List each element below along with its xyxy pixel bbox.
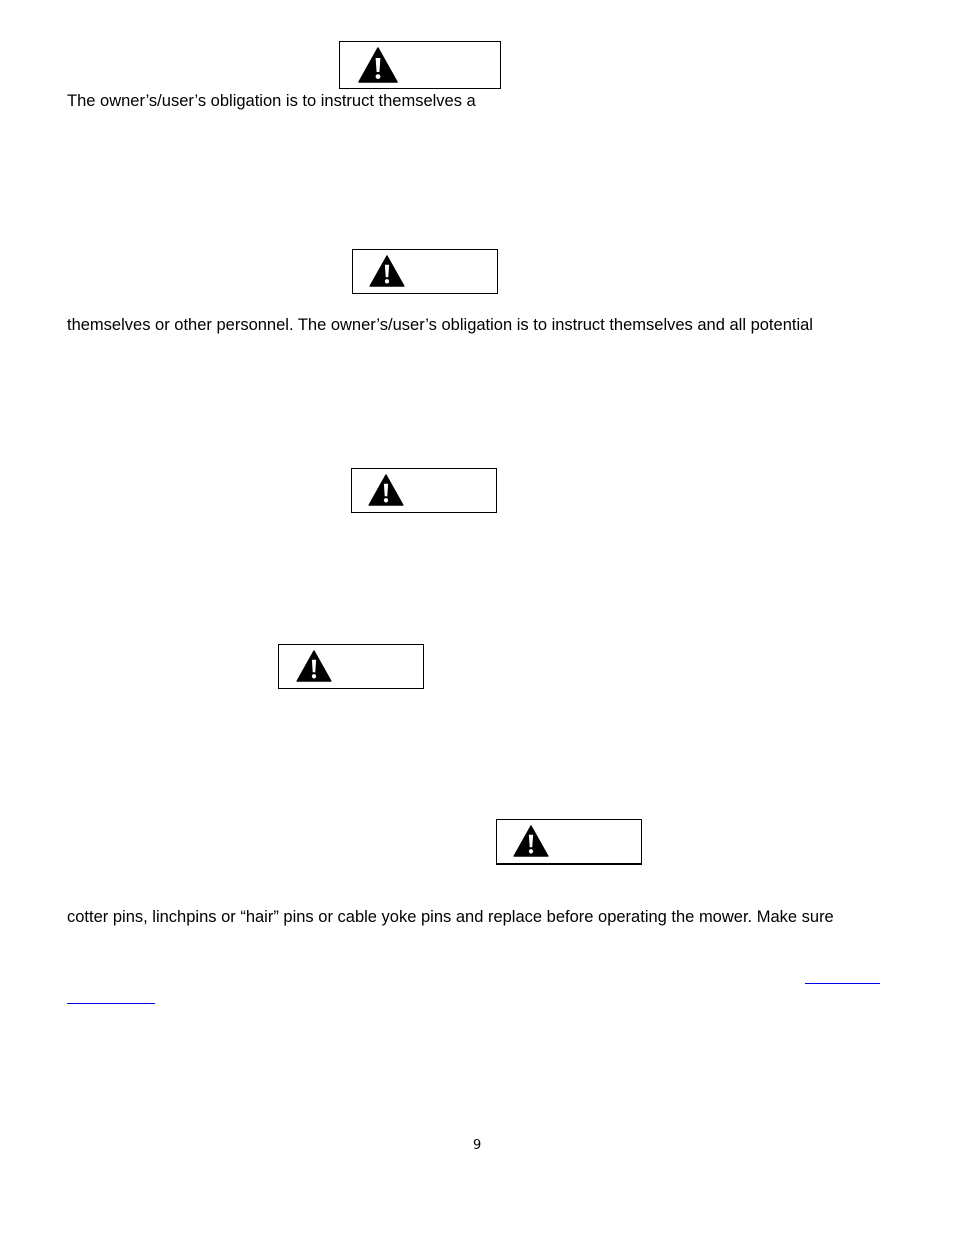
warning-triangle-icon [296,650,332,682]
warning-label-box [496,819,642,865]
body-text-line: themselves or other personnel. The owner’s/user’s obligation is to instruct themselves and all potential [67,316,813,334]
warning-label-box [278,644,424,689]
body-text-line: The owner’s/user’s obligation is to instruct themselves a [67,92,476,110]
warning-triangle-icon [513,825,549,857]
hyperlink-underline[interactable] [805,983,880,984]
warning-triangle-icon [369,255,405,287]
body-text-line: cotter pins, linchpins or “hair” pins or cable yoke pins and replace before operating the mower. Make sure [67,908,834,926]
hyperlink-underline[interactable] [67,1003,155,1004]
warning-triangle-icon [358,47,398,83]
warning-label-box [339,41,501,89]
warning-label-box [352,249,498,294]
page-number: 9 [473,1138,482,1153]
warning-triangle-icon [368,474,404,506]
warning-label-box [351,468,497,513]
